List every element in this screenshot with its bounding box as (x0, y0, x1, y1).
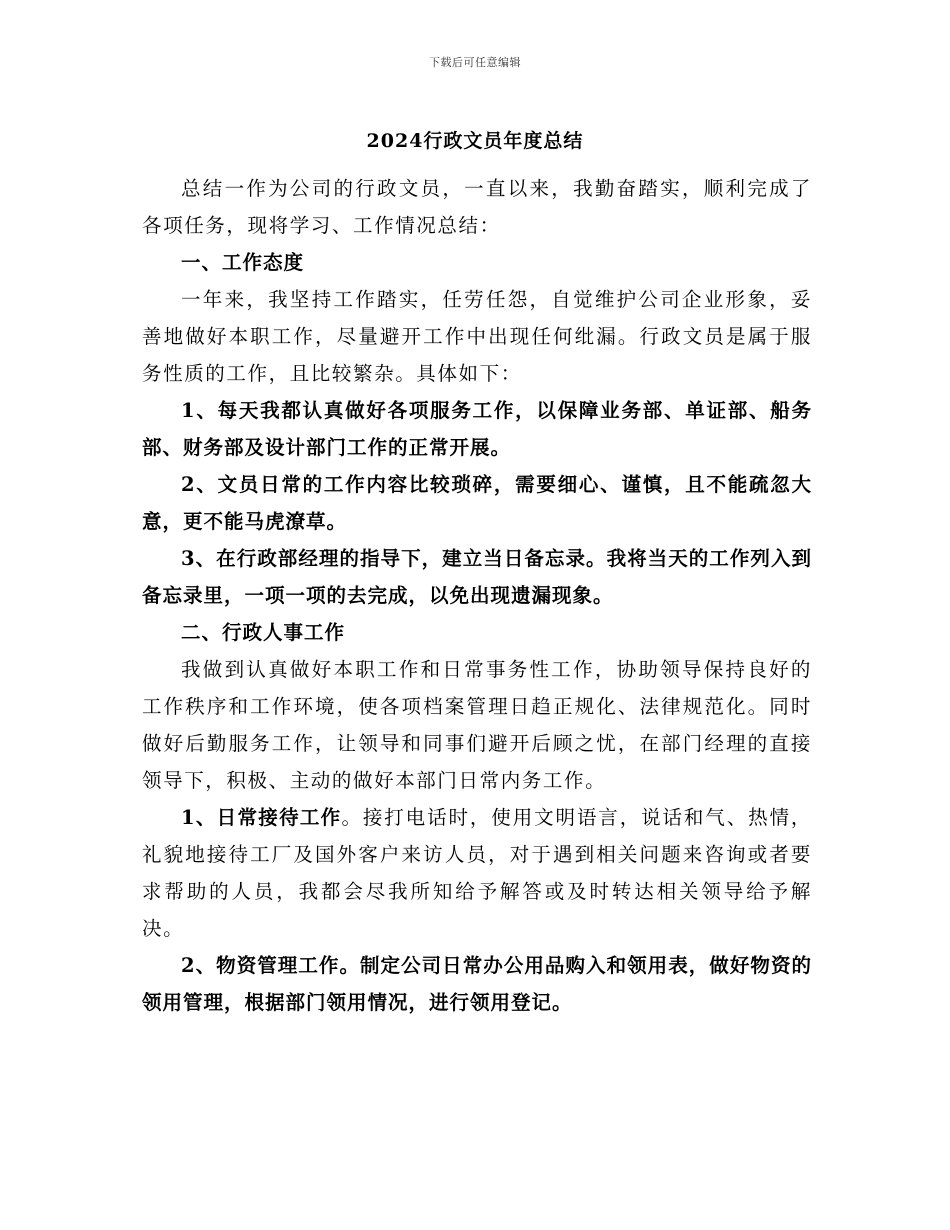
admin-hr-paragraph: 我做到认真做好本职工作和日常事务性工作，协助领导保持良好的工作秩序和工作环境，使各项档案管理日趋正规化、法律规范化。同时做好后勤服务工作，让领导和同事们避开后顾之忧，在部门经理的直接领导下，积极、主动的做好本部门日常内务工作。 (142, 658, 812, 792)
admin-hr-item-1 (142, 799, 812, 947)
header-watermark: 下载后可任意编辑 (429, 56, 521, 69)
work-attitude-item-3: 3、在行政部经理的指导下，建立当日备忘录。我将当天的工作列入到备忘录里，一项一项的去完成，以免出现遗漏现象。 (142, 547, 812, 607)
document-title: 2024行政文员年度总结 (366, 130, 584, 152)
reception-text: 。接打电话时，使用文明语言，说话和气、热情，礼貌地接待工厂及国外客户来访人员，对于遇到相关问题来咨询或者要求帮助的人员，我都会尽我所知给予解答或及时转达相关领导给予解决。 (142, 806, 812, 940)
document-body (142, 170, 812, 1021)
work-attitude-item-1: 1、每天我都认真做好各项服务工作，以保障业务部、单证部、船务部、财务部及设计部门工作的正常开展。 (142, 399, 812, 459)
reception-lead: 1、日常接待工作 (181, 806, 342, 829)
work-attitude-paragraph: 一年来，我坚持工作踏实，任劳任怨，自觉维护公司企业形象，妥善地做好本职工作，尽量避开工作中出现任何纰漏。行政文员是属于服务性质的工作，且比较繁杂。具体如下： (142, 288, 812, 385)
work-attitude-item-2: 2、文员日常的工作内容比较琐碎，需要细心、谨慎，且不能疏忽大意，更不能马虎潦草。 (142, 473, 812, 533)
section-heading-work-attitude: 一、工作态度 (181, 251, 305, 274)
admin-hr-item-2: 2、物资管理工作。制定公司日常办公用品购入和领用表，做好物资的领用管理，根据部门领用情况，进行领用登记。 (142, 954, 812, 1014)
section-heading-admin-hr: 二、行政人事工作 (181, 621, 346, 644)
intro-paragraph: 总结一作为公司的行政文员，一直以来，我勤奋踏实，顺利完成了各项任务，现将学习、工作情况总结： (142, 177, 812, 237)
